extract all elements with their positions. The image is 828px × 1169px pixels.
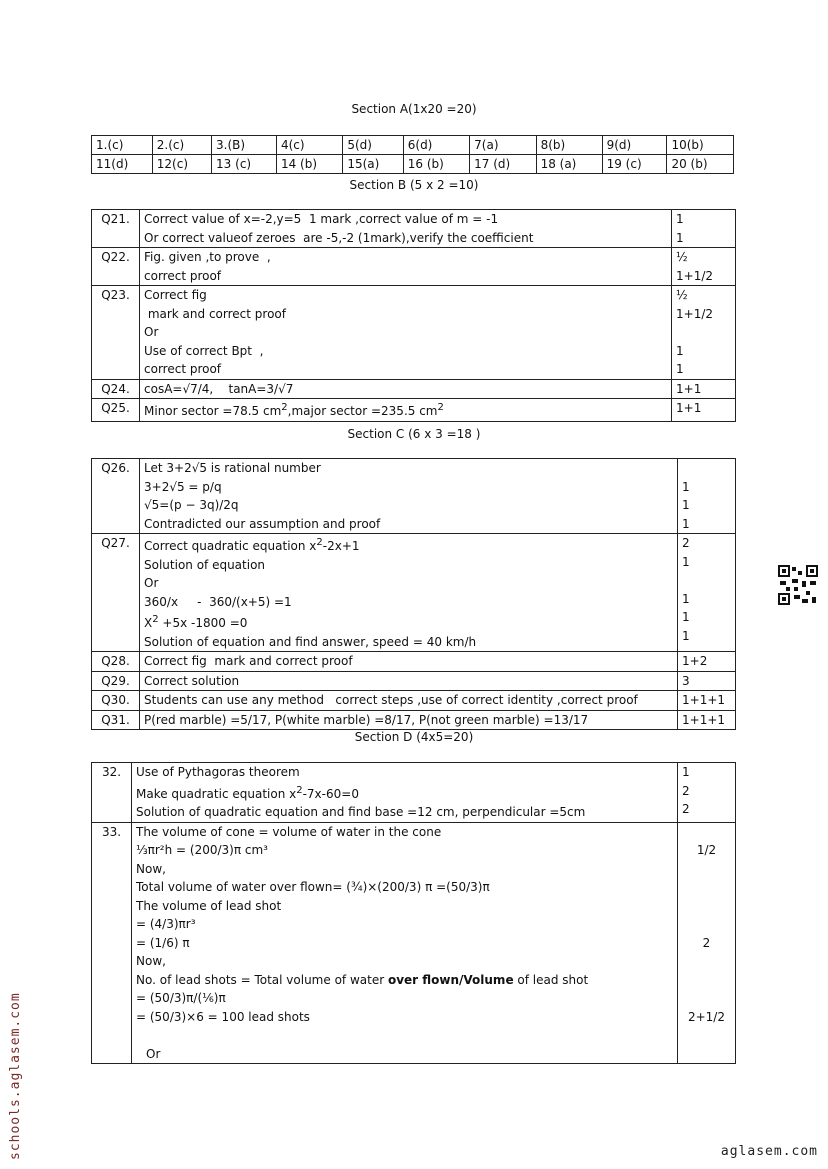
answer-line: = (50/3)π/(⅙)π [136,991,226,1005]
superscript: 2 [296,784,303,796]
mark-value: ½ [676,288,688,302]
answer-text: of lead shot [513,972,589,987]
mark-value: 2+1/2 [687,1009,725,1024]
answer-cell: 7(a) [470,136,536,155]
mark-spacer [682,860,731,879]
table-row [92,379,736,399]
section-a-title: Section A(1x20 =20) [351,102,477,116]
answer-line: 3+2√5 = p/q [144,479,222,494]
answer-line: ⅓πr²h = (200/3)π cm³ [136,843,268,857]
table-row [92,136,734,155]
mark-spacer [682,459,731,478]
answer-text: -7x-60=0 [302,786,359,801]
answer-cell: 16 (b) [403,155,469,174]
marks [678,710,736,730]
mark-spacer [682,571,731,590]
answer-spacer [136,1026,673,1045]
answer-line: 360/x - 360/(x+5) =1 [144,594,292,609]
table-row [92,671,736,691]
answer-cell: 10(b) [667,136,734,155]
question-number: Q23. [92,286,140,380]
mark-spacer [676,323,731,342]
marks [678,652,736,672]
table-row [92,763,736,823]
answer-text: No. of lead shots = Total volume of water [136,972,388,987]
answer-line: = (50/3)×6 = 100 lead shots [136,1009,310,1024]
answer-line: Or [144,325,159,339]
answer-line: Contradicted our assumption and proof [144,516,381,531]
mark-spacer [682,878,731,897]
marks [672,379,736,399]
answer-steps [140,534,678,652]
answer-steps [140,379,672,399]
answer-cell: 20 (b) [667,155,734,174]
mark-value: 1+2 [682,654,708,668]
answer-cell: 9(d) [602,136,667,155]
mark-value: 1 [676,343,684,358]
answer-line: correct proof [144,362,222,376]
answer-line: cosA=√7/4, tanA=3/√7 [144,381,294,396]
answer-line: Solution of quadratic equation and find base =12 cm, perpendicular =5cm [136,805,586,819]
mark-value: 2 [682,802,690,816]
marks [678,671,736,691]
question-number: Q21. [92,210,140,248]
answer-steps [140,248,672,286]
table-row [92,534,736,652]
answer-steps [132,763,678,823]
question-number: Q31. [92,710,140,730]
answer-line [136,782,673,804]
answer-cell: 19 (c) [602,155,667,174]
table-row [92,210,736,248]
marks [672,248,736,286]
mark-value: 1 [682,516,690,531]
marks [678,534,736,652]
mark-spacer [682,952,731,971]
table-row [92,399,736,422]
section-d-title: Section D (4x5=20) [354,730,474,744]
answer-cell: 15(a) [343,155,403,174]
answer-line: Use of correct Bpt , [144,343,264,358]
question-number: Q25. [92,399,140,422]
mark-spacer [682,971,731,990]
answer-cell: 12(c) [152,155,211,174]
marks [678,763,736,823]
question-number: Q22. [92,248,140,286]
answer-cell: 1.(c) [92,136,153,155]
marks [678,822,736,1064]
answer-line: Total volume of water over flown= (¾)×(200/3) π =(50/3)π [136,880,490,894]
marks [678,459,736,534]
answer-line: Or [146,1046,161,1061]
question-number: Q28. [92,652,140,672]
answer-line: Correct fig [144,288,207,302]
answer-line: Or [144,576,159,590]
table-row [92,691,736,711]
answer-line: = (4/3)πr³ [136,917,196,931]
superscript: 2 [316,537,323,548]
answer-line: P(red marble) =5/17, P(white marble) =8/17, P(not green marble) =13/17 [144,712,589,727]
mark-spacer [682,897,731,916]
answer-line: Solution of equation and find answer, speed = 40 km/h [144,634,477,649]
mark-value: 1+1+1 [682,693,726,707]
answer-line: Correct solution [144,673,240,688]
section-b-title: Section B (5 x 2 =10) [349,178,479,192]
answer-text: Correct quadratic equation x [144,539,317,553]
answer-line: Correct value of x=-2,y=5 1 mark ,correct value of m = -1 [144,212,499,226]
answer-steps [140,691,678,711]
question-number: Q27. [92,534,140,652]
answer-cell: 18 (a) [536,155,602,174]
answer-cell: 11(d) [92,155,153,174]
mark-spacer [682,989,731,1008]
answer-line: Use of Pythagoras theorem [136,765,300,779]
mark-value: 1 [676,212,684,226]
qr-code-icon [778,565,818,605]
answer-text: X [144,616,153,630]
answer-line: The volume of cone = volume of water in the cone [136,824,442,839]
mark-value: 1+1 [676,381,702,396]
mark-value: 1 [682,554,690,569]
answer-steps [140,459,678,534]
table-row [92,155,734,174]
answer-text: +5x -1800 =0 [158,616,248,630]
answer-text-bold: over flown/Volume [387,972,514,987]
answer-cell: 8(b) [536,136,602,155]
question-number: 32. [92,763,132,823]
answer-cell: 5(d) [343,136,403,155]
question-number: Q24. [92,379,140,399]
mark-value: 1 [682,765,690,779]
question-number: Q29. [92,671,140,691]
answer-cell: 14 (b) [276,155,342,174]
mark-value: 1 [676,362,684,376]
marks [672,286,736,380]
mark-value: 1 [682,479,690,494]
section-c-title: Section C (6 x 3 =18 ) [347,427,481,441]
answer-line: Solution of equation [144,557,266,572]
answer-steps [140,286,672,380]
answer-cell: 17 (d) [470,155,536,174]
answer-line: Fig. given ,to prove , [144,250,271,264]
mark-spacer [682,915,731,934]
answer-line [136,971,673,990]
mark-spacer [682,1045,731,1064]
mark-value: 1 [676,230,684,245]
marks [678,691,736,711]
mark-value: 1/2 [696,843,717,857]
answer-line: mark and correct proof [144,306,286,321]
mark-value: 1 [682,498,690,512]
answer-line: Students can use any method correct steps ,use of correct identity ,correct proof [144,693,638,707]
table-row [92,459,736,534]
mark-value: 1+1 [676,401,702,415]
table-row [92,652,736,672]
mark-value: 1 [682,591,690,606]
table-row [92,286,736,380]
answer-line: correct proof [144,268,222,283]
mark-value: 2 [682,783,690,798]
answer-line: Now, [136,861,166,876]
answer-line: √5=(p − 3q)/2q [144,498,239,512]
answer-line: Now, [136,954,166,968]
section-c-marking-table [91,458,736,730]
question-number: 33. [92,822,132,1064]
table-row [92,248,736,286]
mark-value: 2 [682,536,690,550]
answer-steps [140,652,678,672]
answer-steps [140,671,678,691]
section-b-marking-table [91,209,736,422]
superscript: 2 [152,614,159,625]
answer-cell: 6(d) [403,136,469,155]
mark-value: 1 [682,610,690,624]
watermark-right: aglasem.com [720,1144,818,1159]
marks [672,210,736,248]
answer-cell: 13 (c) [212,155,277,174]
answer-line: Or correct valueof zeroes are -5,-2 (1mark),verify the coefficient [144,230,534,245]
answer-line: = (1/6) π [136,935,190,950]
answer-steps [140,399,672,422]
superscript: 2 [437,402,444,413]
marks [672,399,736,422]
mark-value: 1+1+1 [682,712,726,727]
mark-value: 2 [702,935,711,950]
answer-text: ,major sector =235.5 cm [287,404,438,418]
table-row [92,822,736,1064]
section-a-answer-table [91,135,734,174]
answer-cell: 2.(c) [152,136,211,155]
answer-steps [132,822,678,1064]
answer-steps [140,210,672,248]
mark-value: 3 [682,673,690,688]
watermark-left: schools.aglasem.com [8,992,23,1160]
question-number: Q26. [92,459,140,534]
answer-line: Let 3+2√5 is rational number [144,461,321,475]
table-row [92,710,736,730]
answer-line: The volume of lead shot [136,898,282,913]
answer-text: -2x+1 [322,539,360,553]
answer-line: Correct fig mark and correct proof [144,654,353,668]
section-d-marking-table [91,762,736,1064]
question-number: Q30. [92,691,140,711]
answer-cell: 4(c) [276,136,342,155]
mark-value: ½ [676,250,688,264]
mark-value: 1 [682,628,690,643]
answer-text: Minor sector =78.5 cm [144,404,282,418]
answer-text: Make quadratic equation x [136,786,297,801]
answer-line [144,534,673,556]
superscript: 2 [281,402,288,413]
answer-cell: 3.(B) [212,136,277,155]
answer-line [144,611,673,633]
answer-steps [140,710,678,730]
mark-value: 1+1/2 [676,268,714,283]
mark-spacer [682,1026,731,1045]
mark-value: 1+1/2 [676,306,714,321]
mark-spacer [682,823,731,842]
